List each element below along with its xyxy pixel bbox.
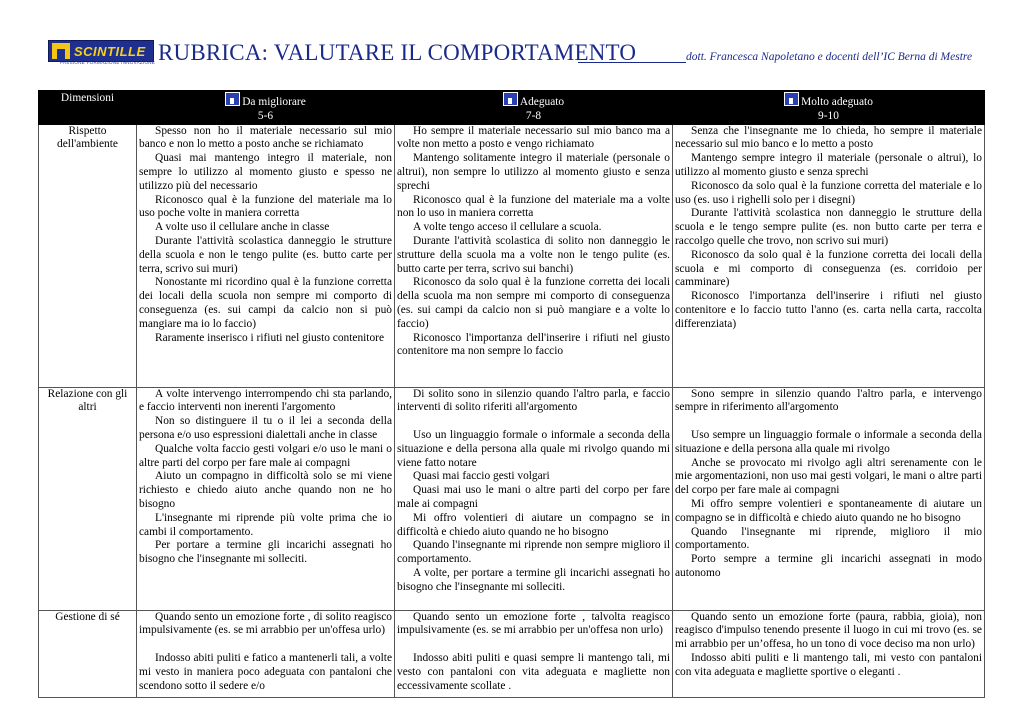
criterion-text: Quando sento un emozione forte , di solito reagisco impulsivamente (es. se mi arrabbio per un'offesa urlo) [139,610,392,637]
building-icon [503,92,518,106]
page-header [48,40,988,70]
criteria-cell-migliorare [137,610,395,697]
criterion-text: Qualche volta faccio gesti volgari e/o uso le mani o altre parti del corpo per fare male ai compagni [139,442,392,469]
criterion-text: Quando sento un emozione forte , talvolta reagisco impulsivamente (es. se mi arrabbio per un'offesa non urlo) [397,610,670,637]
header-molto-adeguato-range: 9-10 [818,109,839,122]
criterion-text: Quasi mai mantengo integro il materiale, non sempre lo utilizzo al momento giusto e spesso ne utilizzo più del necessario [139,152,392,192]
criterion-text: A volte, per portare a termine gli incarichi assegnati ho bisogno che l'insegnante mi solleciti. [397,566,670,593]
school-logo [48,40,156,70]
criterion-text: Mantengo solitamente integro il materiale (personale o altrui), non sempre lo utilizzo al momento giusto e senza sprechi [397,152,670,192]
criterion-text: L'insegnante mi riprende più volte prima che io cambi il comportamento. [139,511,392,538]
criterion-text: A volte uso il cellulare anche in classe [155,221,330,234]
criterion-text: Mi offro sempre volentieri e spontaneamente di aiutare un compagno se in difficoltà e chiedo aiuto quando ne ho bisogno [675,497,982,524]
criterion-text: Riconosco da solo qual è la funzione corretta del materiale e lo uso (es. uso i righelli solo per i disegni) [675,179,982,206]
header-adeguato-label: Adeguato [519,96,565,108]
title-underline [578,62,686,63]
rubric-table [38,90,985,698]
criterion-text: Riconosco qual è la funzione del materiale ma lo uso poche volte in maniera corretta [139,193,392,220]
building-icon [225,92,240,106]
criterion-text: Ho sempre il materiale necessario sul mio banco ma a volte non metto a posto e vengo richiamato [397,124,670,151]
criterion-text: Quando l'insegnante mi riprende, miglioro il mio comportamento. [675,525,982,552]
criterion-text: Quasi mai faccio gesti volgari [413,470,550,483]
criterion-text: Mantengo sempre integro il materiale (personale o altrui), lo utilizzo al momento giusto e senza sprechi [675,152,982,178]
criterion-text: Riconosco l'importanza dell'inserire i rifiuti nel giusto contenitore e lo faccio tutto l'anno (es. carta nella carta, raccolta differenziata) [675,290,982,330]
criterion-text: Riconosco da solo qual è la funzione corretta dei locali della scuola e mi comporto di conseguenza (es. corridoio per camminare) [675,248,982,289]
header-da-migliorare-label: Da migliorare [242,96,306,108]
logo-wordmark: SCINTILLE [74,43,146,59]
table-header-row [39,91,985,125]
criteria-cell-molto-adeguato [673,387,985,610]
criterion-text: Indosso abiti puliti e quasi sempre li mantengo tali, mi vesto con pantaloni con vita adeguata e magliette non eccessivamente scollate . [397,651,670,692]
criterion-text: Riconosco l'importanza dell'inserire i rifiuti nel giusto contenitore ma non sempre lo faccio [397,331,670,358]
criterion-text: Per portare a termine gli incarichi assegnati ho bisogno che l'insegnante mi solleciti. [139,539,392,566]
criterion-text: Porto sempre a termine gli incarichi assegnati in modo autonomo [675,553,982,579]
criterion-text: Durante l'attività scolastica danneggio le strutture della scuola e non le tengo pulite (es. butto carte per terra, scrivo sui muri) [139,234,392,275]
author-credit: dott. Francesca Napoletano e docenti dell’IC Berna di Mestre [686,51,973,63]
header-da-migliorare-range: 5-6 [257,109,274,122]
table-row [39,387,985,610]
criterion-text: Indosso abiti puliti e li mantengo tali, mi vesto con pantaloni con vita adeguata e magliette sportive o eleganti . [675,651,982,678]
criterion-text: Aiuto un compagno in difficoltà solo se mi viene richiesto e chiedo aiuto anche quando non ne ho bisogno [139,470,392,510]
criterion-text: Non so distinguere il tu o il lei a seconda della persona e/o uso espressioni dialettali anche in classe [139,415,392,441]
criterion-text: Mi offro volentieri di aiutare un compagno se in difficoltà e chiedo aiuto quando ne ho bisogno [397,511,670,538]
criteria-cell-molto-adeguato [673,610,985,697]
criterion-text: Uso un linguaggio formale o informale a seconda della situazione e della persona alla quale mi rivolgo quando mi viene fatto notare [397,428,670,469]
criterion-text: Raramente inserisco i rifiuti nel giusto contenitore [155,331,385,344]
house-icon [52,43,70,59]
criterion-text: Sono sempre in silenzio quando l'altro parla, e intervengo sempre in riferimento all'argomento [675,387,982,414]
criterion-text: Indosso abiti puliti e fatico a mantenerli tali, a volte mi vesto in maniera poco adeguata con pantaloni che scendono sotto il sedere e/o [139,651,392,692]
criterion-text: Di solito sono in silenzio quando l'altro parla, e faccio interventi di solito riferiti all'argomento [397,387,670,414]
criterion-text: Riconosco qual è la funzione del materiale ma a volte non lo uso in maniera corretta [397,193,670,220]
dimension-cell: Relazione con gli altri [39,387,137,610]
header-adeguato-range: 7-8 [525,109,542,122]
header-dimensioni-label: Dimensioni [60,92,115,104]
criteria-cell-migliorare [137,124,395,387]
header-adeguato [395,91,673,125]
header-da-migliorare [137,91,395,125]
criteria-cell-migliorare [137,387,395,610]
criterion-text: Uso sempre un linguaggio formale o informale a seconda della situazione e della persona alla quale mi rivolgo [675,428,982,455]
criterion-text: Durante l'attività scolastica di solito non danneggio le strutture della scuola ma a volte non le tengo pulite (es. butto carte per terra, scrivo sui banchi) [397,234,670,275]
criterion-text: Durante l'attività scolastica non danneggio le strutture della scuola e le tengo sempre pulite (es. non butto carte per terra e raccolgo quelle che trovo, non scrivo sui muri) [675,207,982,247]
criterion-text: A volte tengo acceso il cellulare a scuola. [413,221,602,234]
criteria-cell-adeguato [395,124,673,387]
table-row [39,124,985,387]
logo-banner [48,40,154,62]
criterion-text: Quando l'insegnante mi riprende non sempre miglioro il comportamento. [397,539,670,566]
criterion-text: Quando sento un emozione forte (paura, rabbia, gioia), non reagisco d'impulso tenendo presente il luogo in cui mi trovo (es. se mi arrabbio per un’offesa, ho un tono di voce deciso ma non urlo) [675,610,982,651]
criteria-cell-molto-adeguato [673,124,985,387]
criterion-text: Anche se provocato mi rivolgo agli altri serenamente con le mie argomentazioni, non uso mai gesti volgari, le mani o altre parti del corpo per fare male ai compagni [675,456,982,497]
criteria-cell-adeguato [395,387,673,610]
page-title: RUBRICA: VALUTARE IL COMPORTAMENTO [158,40,637,65]
dimension-cell: Rispetto dell'ambiente [39,124,137,387]
logo-tagline: PASSIONE FORMAZIONE INNOVAZIONE [60,60,156,65]
criterion-text: Riconosco da solo qual è la funzione corretta dei locali della scuola ma non sempre mi comporto di conseguenza (es. sui campi da calcio non si può mangiare e a volte lo faccio) [397,276,670,330]
header-dimensioni [39,91,137,125]
criterion-text: A volte intervengo interrompendo chi sta parlando, e faccio interventi non inerenti l'argomento [139,387,392,414]
dimension-cell: Gestione di sé [39,610,137,697]
header-molto-adeguato-label: Molto adeguato [801,96,873,108]
building-icon [784,92,799,106]
table-row [39,610,985,697]
header-molto-adeguato [673,91,985,125]
criteria-cell-adeguato [395,610,673,697]
criterion-text: Senza che l'insegnante me lo chieda, ho sempre il materiale necessario sul mio banco e lo metto a posto [675,124,982,151]
criterion-text: Nonostante mi ricordino qual è la funzione corretta dei locali della scuola non sempre mi comporto di conseguenza (es. sui campi da calcio non si può mangiare ma io lo faccio) [139,276,392,330]
criterion-text: Quasi mai uso le mani o altre parti del corpo per fare male ai compagni [397,484,670,510]
criterion-text: Spesso non ho il materiale necessario sul mio banco e non lo metto a posto anche se richiamato [139,124,392,151]
